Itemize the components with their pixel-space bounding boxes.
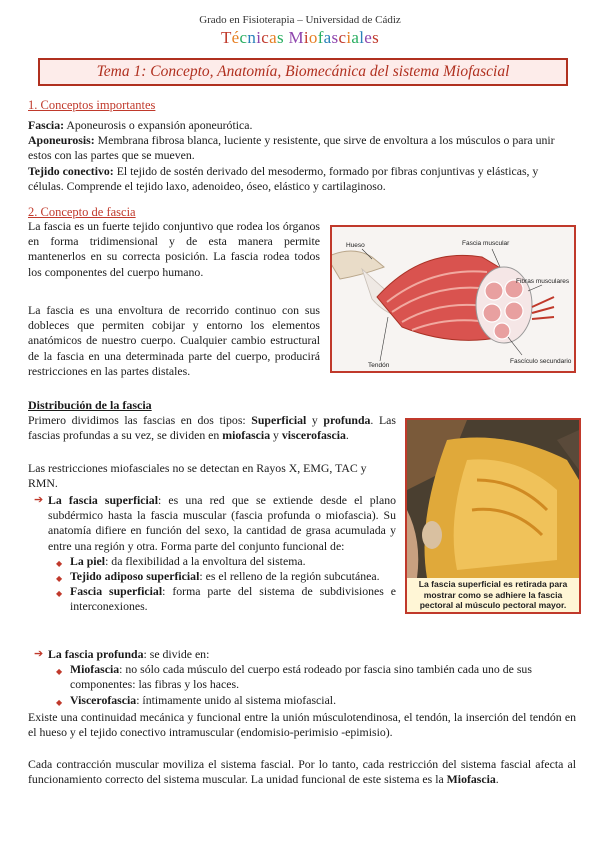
profunda-block [34,647,574,708]
title-letter: M [288,28,304,47]
title-letter: T [220,28,232,47]
superficial-item: ➔ La fascia superficial: es una red que se extiende desde el plano subdérmico hasta la fascia muscular (fascia profunda o miofascia). Su anatomía difiere en función del sexo, la cantidad de grasa acumulada y entre una región y otra. Forma parte del conjunto funcional de: [34,493,396,553]
photo-caption: La fascia superficial es retirada para mostrar como se adhiere la fascia pectoral al músculo pectoral mayor. [407,578,579,612]
label-tendon: Tendón [368,362,390,369]
distribucion-heading: Distribución de la fascia [28,398,152,412]
diamond-icon: ◆ [56,574,63,584]
section1-body [28,118,576,194]
title-letter: i [303,28,309,47]
title-letter: e [364,28,373,47]
label-hueso: Hueso [346,242,365,249]
aponeurosis-definition: Aponeurosis: Membrana fibrosa blanca, luciente y resistente, que sirve de envoltura a los músculos o para unir estos con las partes que se mueven. [28,133,555,163]
title-letter: c [239,28,248,47]
label-fibras: Fibras musculares [516,278,570,285]
title-letter: s [372,28,380,47]
muscle-anatomy-figure [330,225,576,373]
label-fasciculo: Fascículo secundario [510,358,572,365]
tejido-definition: Tejido conectivo: El tejido de sostén derivado del mesodermo, formado por fibras conjuntivas y elásticas, y células. Comprende el tejido laxo, adenoideo, óseo, elástico y cartilaginoso. [28,163,539,193]
course-title [0,28,600,48]
subitem-piel: ◆ La piel: da flexibilidad a la envoltura del sistema. [34,554,396,569]
pectoral-photo-figure [405,418,581,614]
course-subtitle: Grado en Fisioterapia – Universidad de Cádiz [199,14,401,26]
section2-p2: La fascia es una envoltura de recorrido continuo con sus dobleces que permiten cobijar y entorno los elementos anatómicos de nuestro cuerpo. Cualquier cambio estructural de la fascia en una determinada parte del cuerpo, producirá restricciones en las partes distales. [28,303,320,378]
closing-p1: Existe una continuidad mecánica y funcional entre la unión músculotendinosa, el tendón, la inserción del tendón en el hueso y el tejido conectivo intramuscular (endomisio-perimisio -epimisio). [28,710,576,740]
diamond-icon: ◆ [56,589,63,599]
arrow-icon: ➔ [34,494,44,506]
section2-p1: La fascia es un fuerte tejido conjuntivo que rodea los órganos en forma tridimensional y de esta manera permite mantenerlos en su correcta posición. La fascia rodea todos los componentes del cuerpo humano. [28,219,320,279]
subitem-viscerofascia: ◆ Viscerofascia: íntimamente unido al sistema miofascial. [34,693,574,708]
arrow-icon: ➔ [34,648,44,660]
title-letter: l [359,28,365,47]
topic-title-box [38,58,568,86]
subitem-tejido-adiposo: ◆ Tejido adiposo superficial: es el relleno de la región subcutánea. [34,569,396,584]
distribucion-p1: Primero dividimos las fascias en dos tipos: Superficial y profunda. Las fascias profundas a su vez, se dividen en miofascia y viscerofascia. [28,413,396,443]
title-letter: a [323,28,332,47]
section2-heading: 2. Concepto de fascia [28,205,136,219]
closing-p2: Cada contracción muscular moviliza el sistema fascial. Por lo tanto, cada restricción del sistema fascial afecta al funcionamiento correcto del sistema muscular. La unidad funcional de este sistema es la Miofascia. [28,757,576,787]
diamond-icon: ◆ [56,697,63,707]
title-letter: i [346,28,352,47]
title-letter: i [256,28,262,47]
title-letter: c [261,28,270,47]
title-letter: o [308,28,318,47]
title-letter: n [247,28,257,47]
fascia-definition: Fascia: Aponeurosis o expansión aponeurótica. [28,118,253,132]
title-letter: a [351,28,360,47]
title-letter: f [317,28,324,47]
diamond-icon: ◆ [56,667,63,677]
title-letter: s [331,28,339,47]
subitem-miofascia: ◆ Miofascia: no sólo cada músculo del cuerpo está rodeado por fascia sino también cada uno de sus componentes: las fibras y los haces. [56,662,532,692]
section1-heading: 1. Conceptos importantes [28,98,156,112]
topic-title: Tema 1: Concepto, Anatomía, Biomecánica del sistema Miofascial [96,63,510,80]
title-letter: a [269,28,277,47]
distribucion-p2: Las restricciones miofasciales no se detectan en Rayos X, EMG, TAC y RMN. [28,461,367,491]
title-letter: s [276,28,284,47]
diamond-icon: ◆ [56,558,63,568]
title-letter: c [338,28,347,47]
title-letter: é [231,28,240,47]
profunda-item: ➔ La fascia profunda: se divide en: [34,647,210,661]
label-fascia-muscular: Fascia muscular [462,240,510,247]
subitem-fascia-superficial: ◆ Fascia superficial: forma parte del sistema de subdivisiones e interconexiones. [56,584,396,614]
superficial-block [34,493,396,615]
